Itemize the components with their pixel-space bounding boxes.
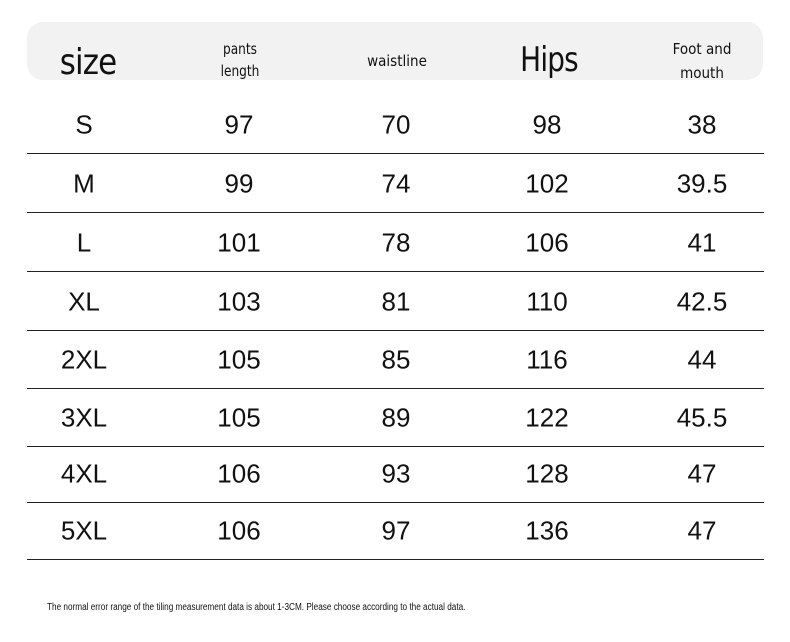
cell-foot-mouth: 39.5: [676, 168, 728, 199]
cell-pants-length: 106: [217, 458, 261, 489]
table-row: [27, 389, 764, 447]
header-foot-line1: Foot and: [672, 40, 732, 58]
cell-waistline: 74: [381, 168, 411, 199]
cell-waistline: 78: [381, 227, 411, 258]
cell-size: 4XL: [60, 458, 108, 489]
cell-size: XL: [68, 286, 100, 317]
cell-foot-mouth: 42.5: [676, 286, 728, 317]
row-divider: [27, 153, 764, 154]
cell-pants-length: 105: [217, 344, 261, 375]
cell-pants-length: 99: [224, 168, 254, 199]
cell-size: 5XL: [60, 515, 108, 546]
cell-foot-mouth: 44: [687, 344, 717, 375]
row-divider: [27, 271, 764, 272]
cell-hips: 106: [525, 227, 569, 258]
cell-waistline: 81: [381, 286, 411, 317]
cell-foot-mouth: 41: [687, 227, 717, 258]
table-row: [27, 502, 764, 560]
row-divider: [27, 559, 764, 560]
cell-hips: 136: [525, 515, 569, 546]
table-row: [27, 445, 764, 503]
cell-size: L: [76, 227, 92, 258]
table-row: [27, 273, 764, 331]
cell-hips: 116: [526, 344, 568, 375]
cell-foot-mouth: 47: [687, 515, 717, 546]
table-row: [27, 155, 764, 213]
cell-pants-length: 103: [217, 286, 261, 317]
size-chart-header: [27, 22, 763, 80]
measurement-note: The normal error range of the tiling measurement data is about 1-3CM. Please choose according to the actual data.: [47, 602, 466, 613]
header-pants-line1: pants: [223, 40, 257, 58]
cell-size: S: [75, 109, 93, 140]
cell-pants-length: 106: [217, 515, 261, 546]
header-hips: Hips: [520, 40, 578, 80]
cell-foot-mouth: 47: [687, 458, 717, 489]
row-divider: [27, 212, 764, 213]
cell-waistline: 85: [381, 344, 411, 375]
header-foot-line2: mouth: [680, 64, 724, 82]
cell-foot-mouth: 38: [687, 109, 717, 140]
cell-waistline: 97: [381, 515, 411, 546]
cell-pants-length: 101: [217, 227, 261, 258]
header-size: size: [59, 42, 117, 83]
header-waistline: waistline: [367, 52, 427, 70]
table-row: [27, 214, 764, 272]
cell-size: 2XL: [60, 344, 108, 375]
cell-size: 3XL: [60, 402, 108, 433]
cell-hips: 122: [525, 402, 569, 433]
cell-foot-mouth: 45.5: [676, 402, 728, 433]
table-row: [27, 96, 764, 154]
cell-size: M: [73, 168, 95, 199]
table-row: [27, 331, 764, 389]
header-pants-line2: length: [220, 62, 260, 80]
header-foot-mouth: [673, 37, 732, 85]
cell-waistline: 70: [381, 109, 411, 140]
cell-waistline: 89: [381, 402, 411, 433]
header-pants-length: [221, 38, 260, 82]
cell-waistline: 93: [381, 458, 411, 489]
cell-pants-length: 105: [217, 402, 261, 433]
cell-hips: 128: [525, 458, 569, 489]
cell-hips: 110: [526, 286, 568, 317]
cell-hips: 102: [525, 168, 569, 199]
cell-hips: 98: [532, 109, 562, 140]
cell-pants-length: 97: [224, 109, 254, 140]
